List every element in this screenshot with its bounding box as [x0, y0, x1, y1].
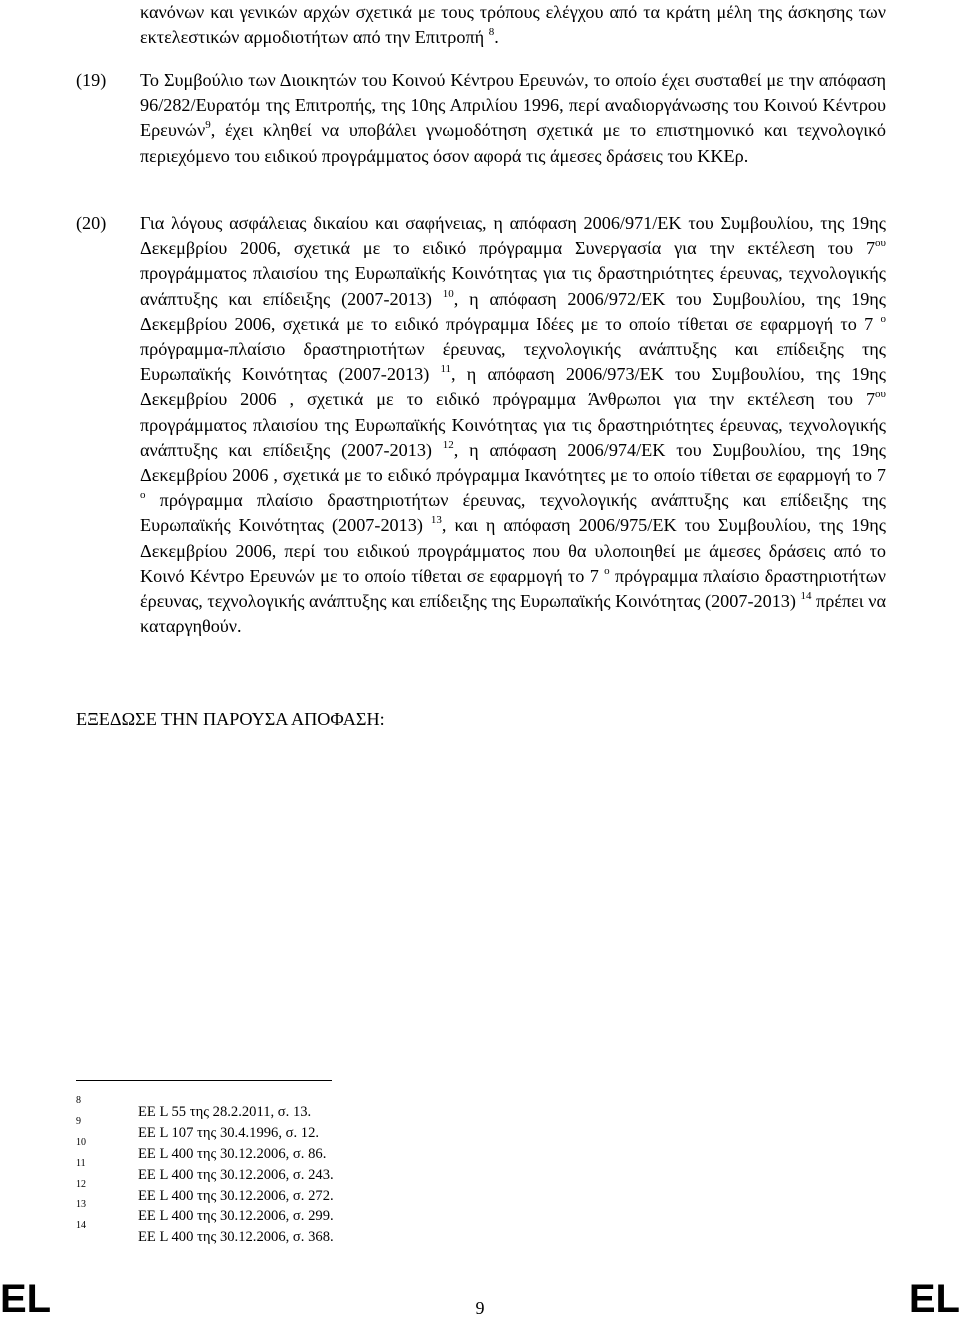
ordinal-suffix: ο [880, 312, 887, 325]
footnote-number: 8 [76, 1095, 81, 1106]
footnote-ref: 12 [442, 438, 454, 451]
footnote-text: ΕΕ L 55 της 28.2.2011, σ. 13. [138, 1104, 312, 1120]
recital-text: Για λόγους ασφάλειας δικαίου και σαφήνειας, η απόφαση 2006/971/ΕΚ του Συμβουλίου, της 19ης Δεκεμβρίου 2006, σχετικά με το ειδικό πρόγραμμα Συνεργασία για την εκτέλεση του $7^{o\upsilon}$ προγράμματος πλαισίου της Ευρωπαϊκής Κοινότητας για τις δραστηριότητες έρευνας, τεχνολογικής ανάπτυξης και επίδειξης (2007-2013) $^{10}$, η απόφαση 2006/972/ΕΚ του Συμβουλίου, της 19ης Δεκεμβρίου 2006, σχετικά με το ειδικό πρόγραμμα Ιδέες με το οποίο τίθεται σε εφαρμογή το 7 $^o$ πρόγραμμα-πλαίσιο δραστηριοτήτων έρευνας, τεχνολογικής ανάπτυξης και επίδειξης της Ευρωπαϊκής Κοινότητας (2007-2013) $^{11}$, η απόφαση 2006/973/ΕΚ του Συμβουλίου, της 19ης Δεκεμβρίου 2006 , σχετικά με το ειδικό πρόγραμμα Άνθρωποι για την εκτέλεση του $7^{o\upsilon}$ προγράμματος πλαισίου της Ευρωπαϊκής Κοινότητας για τις δραστηριότητες έρευνας, τεχνολογικής ανάπτυξης και επίδειξης (2007-2013) $^{12}$, η απόφαση 2006/974/ΕΚ του Συμβουλίου, της 19ης Δεκεμβρίου 2006 , σχετικά με το ειδικό πρόγραμμα Ικανότητες με το οποίο τίθεται σε εφαρμογή το 7 $^o$ πρόγραμμα πλαίσιο δραστηριοτήτων έρευνας, τεχνολογικής ανάπτυξης και επίδειξης της Ευρωπαϊκής Κοινότητας (2007-2013) $^{13}$, και η απόφαση 2006/975/ΕΚ του Συμβουλίου, της 19ης Δεκεμβρίου 2006, περί του ειδικού προγράμματος που θα υλοποιηθεί με άμεσες δράσεις από το Κοινό Κέντρο Ερευνών με το οποίο τίθεται σε εφαρμογή το 7 $^o$ πρόγραμμα πλαίσιο δραστηριοτήτων έρευνας, τεχνολογικής ανάπτυξης και επίδειξης της Ευρωπαϊκής Κοινότητας (2007-2013) $^{14}$ πρέπει να καταργηθούν. [140, 213, 887, 637]
continuation-paragraph [140, 0, 886, 50]
ordinal-suffix: ου [875, 388, 886, 401]
recital-number: (20) [76, 213, 107, 233]
ordinal-suffix: ο [140, 489, 146, 502]
footnote-text: ΕΕ L 400 της 30.12.2006, σ. 272. [138, 1188, 334, 1204]
language-code-right: EL [908, 1277, 960, 1321]
footnote-text: ΕΕ L 400 της 30.12.2006, σ. 299. [138, 1208, 334, 1224]
footnote-number: 14 [76, 1220, 86, 1231]
footnote-ref: 13 [430, 514, 442, 527]
footnote-ref: 10 [442, 287, 454, 300]
language-code-left: EL [0, 1277, 52, 1321]
footnote-ref: 9 [205, 119, 211, 132]
ordinal-suffix: ο [604, 564, 610, 577]
footnote-number: 12 [76, 1179, 86, 1190]
recital-number: (19) [76, 70, 107, 90]
footnote-number: 11 [76, 1158, 86, 1169]
footnote-number: 10 [76, 1137, 86, 1148]
footnote-text: ΕΕ L 400 της 30.12.2006, σ. 86. [138, 1146, 327, 1162]
footnote-ref: 11 [440, 363, 452, 376]
recital-text: Το Συμβούλιο των Διοικητών του Κοινού Κέντρου Ερευνών, το οποίο έχει συσταθεί με την απόφαση 96/282/Ευρατόμ της Επιτροπής, της 10ης Απριλίου 1996, περί αναδιοργάνωσης του Κοινού Κέντρου Ερευνών$^9$, έχει κληθεί να υποβάλει γνωμοδότηση σχετικά με το επιστημονικό και τεχνολογικό περιεχόμενο του ειδικού προγράμματος όσον αφορά τις άμεσες δράσεις του ΚΚΕρ. [140, 70, 886, 166]
continuation-text: κανόνων και γενικών αρχών σχετικά με τους τρόπους ελέγχου από τα κράτη μέλη της άσκησης των εκτελεστικών αρμοδιοτήτων από την Επιτροπή [140, 2, 886, 48]
footnote-text: ΕΕ L 400 της 30.12.2006, σ. 243. [138, 1167, 334, 1183]
footnote-text: ΕΕ L 107 της 30.4.1996, σ. 12. [138, 1125, 320, 1141]
footnote-number: 9 [76, 1116, 81, 1127]
footnote-number: 13 [76, 1199, 86, 1210]
page-number: 9 [475, 1298, 485, 1318]
footnote-ref: 14 [800, 589, 812, 602]
enacting-clause: ΕΞΕΔΩΣΕ ΤΗΝ ΠΑΡΟΥΣΑ ΑΠΟΦΑΣΗ: [76, 709, 385, 729]
continuation-end: . [494, 27, 499, 48]
footnote-ref: 8 [488, 26, 495, 39]
footnote-separator [76, 1080, 332, 1081]
ordinal-suffix: ου [875, 237, 886, 250]
footnote-text: ΕΕ L 400 της 30.12.2006, σ. 368. [138, 1229, 334, 1245]
